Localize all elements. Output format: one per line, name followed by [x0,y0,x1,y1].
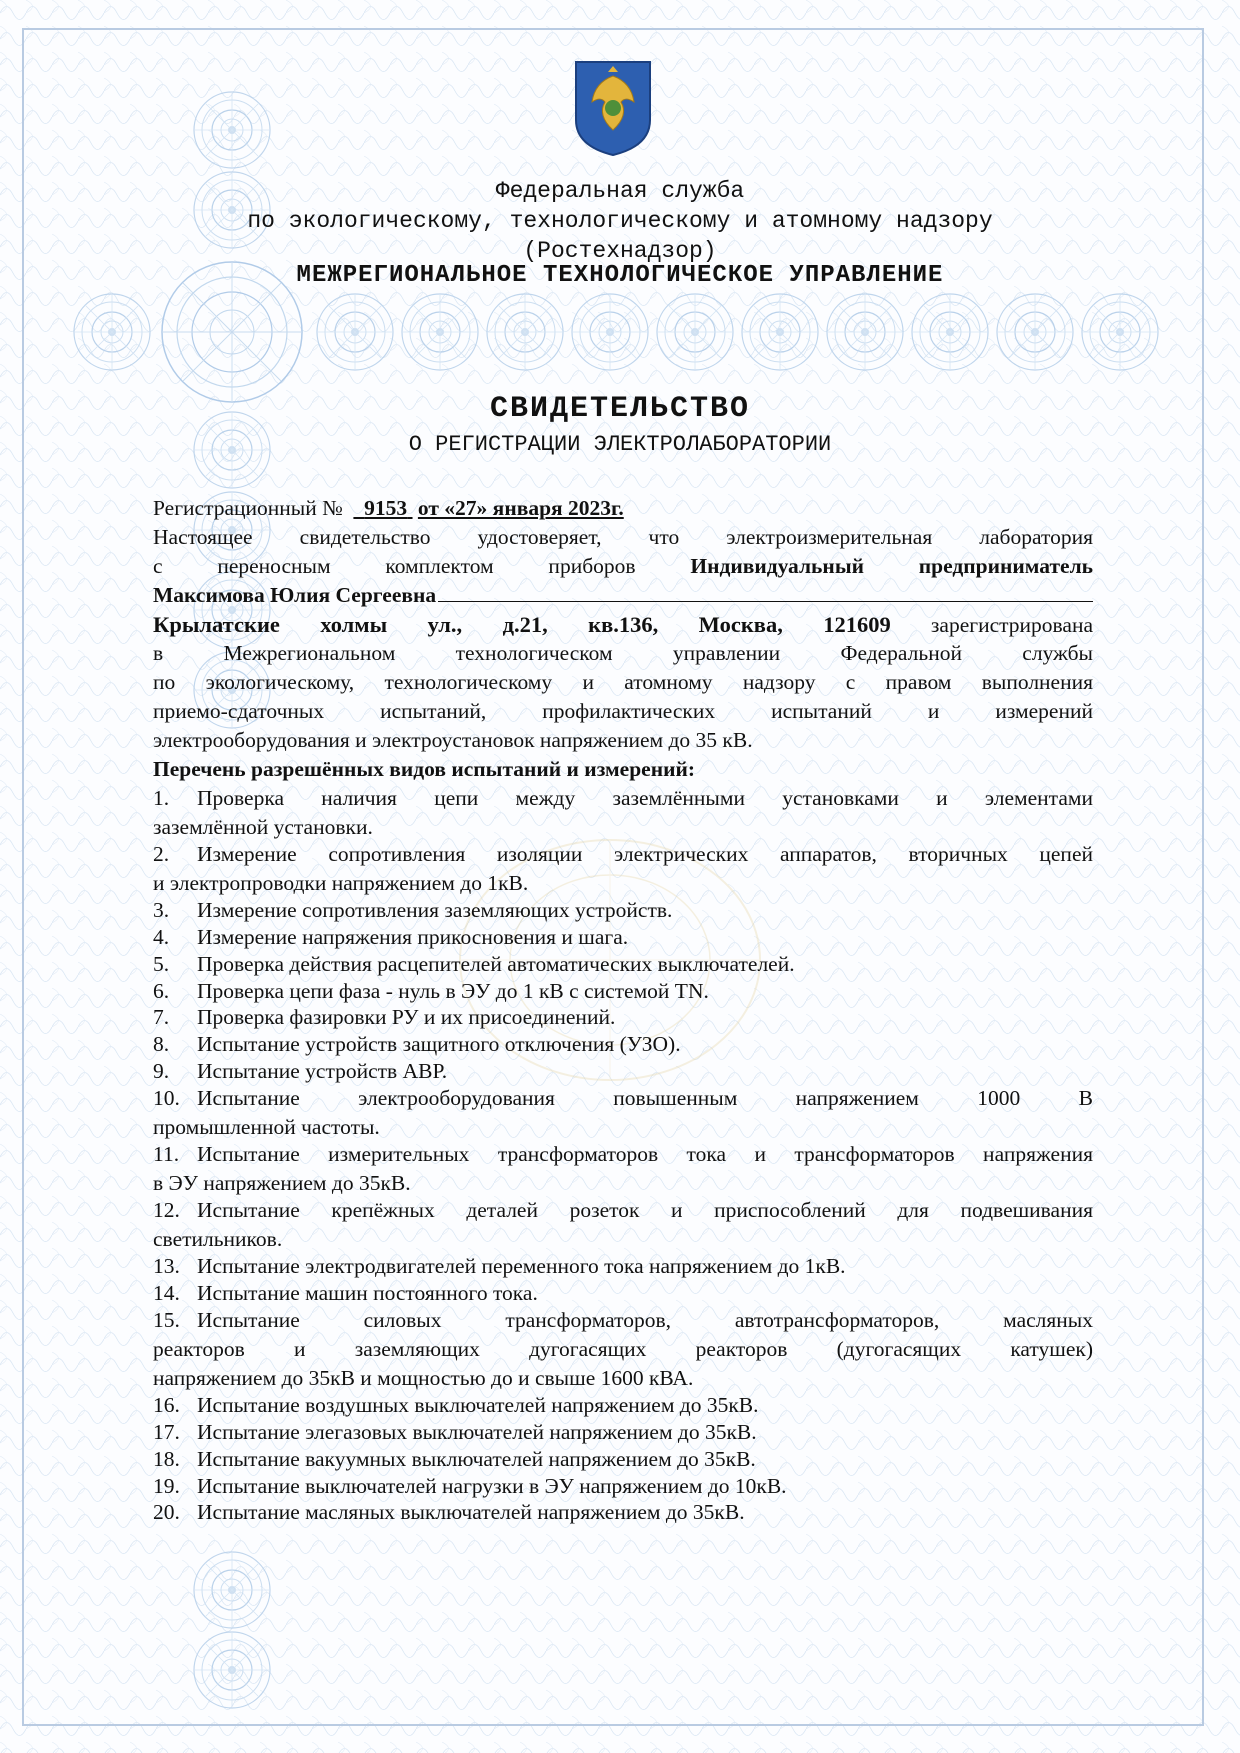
list-item [153,1391,1093,1420]
list-item-text: Проверка цепи фаза - нуль в ЭУ до 1 кВ с системой TN. [197,978,709,1003]
list-item-text: Измерение сопротивления изоляции электрических аппаратов, вторичных цепей [197,842,1093,867]
list-item-text: реакторов и заземляющих дугогасящих реакторов (дугогасящих катушек) [153,1337,1093,1361]
list-item-number: 11. [153,1141,180,1166]
list-item-text: Испытание вакуумных выключателей напряжением до 35кВ. [197,1446,756,1471]
list-item [153,784,1093,813]
address-line [153,610,1093,640]
list-item-text: Испытание электрооборудования повышенным напряжением 1000 В [197,1085,1093,1110]
list-item-text: светильников. [153,1227,283,1252]
list-item-continuation [153,1364,1093,1393]
list-item-text: в ЭУ напряжением до 35кВ. [153,1171,411,1196]
list-item [153,1030,1093,1059]
list-item-text: Измерение сопротивления заземляющих устройств. [197,898,673,923]
list-item [153,896,1093,925]
list-item [153,1472,1093,1501]
list-item-text: Испытание машин постоянного тока. [197,1280,538,1305]
list-item-text: и электропроводки напряжением до 1кВ. [153,871,529,896]
list-item-text: Испытание элегазовых выключателей напряжением до 35кВ. [197,1419,757,1444]
owner-type: Индивидуальный предприниматель [690,554,1093,578]
list-item-continuation [153,1225,1093,1254]
reg-date: от «27» января 2023г. [417,496,624,520]
list-item-number: 6. [153,978,170,1003]
list-item-number: 4. [153,925,170,949]
list-item-text: Проверка действия расцепителей автоматических выключателей. [197,951,795,976]
list-item [153,1084,1093,1113]
intro-line-1: Настоящее свидетельство удостоверяет, что электроизмерительная лаборатория [153,525,1093,549]
list-item-text: Испытание измерительных трансформаторов тока и трансформаторов напряжения [197,1141,1093,1166]
list-item-number: 20. [153,1500,180,1525]
list-item-text: Испытание масляных выключателей напряжением до 35кВ. [197,1500,745,1525]
list-item-text: заземлённой установки. [153,815,373,840]
list-item-number: 15. [153,1307,180,1332]
list-item [153,1279,1093,1308]
body-line-7: электрооборудования и электроустановок напряжением до 35 кВ. [153,728,753,752]
list-item-text: Испытание силовых трансформаторов, автотрансформаторов, масляных [197,1307,1093,1332]
list-item [153,1306,1093,1335]
list-item-continuation [153,813,1093,842]
list-item-text: Измерение напряжения прикосновения и шага. [197,925,629,949]
list-item-text: Испытание электродвигателей переменного тока напряжением до 1кВ. [197,1254,846,1279]
list-item-continuation [153,1335,1093,1364]
list-item-text: Проверка фазировки РУ и их присоединений. [197,1005,616,1030]
list-item-text: напряжением до 35кВ и мощностью до и свыше 1600 кВА. [153,1366,694,1391]
agency-line-1: Федеральная служба [495,178,745,204]
list-item [153,840,1093,869]
intro-text: с переносным комплектом приборов [153,554,636,578]
reg-label: Регистрационный № [153,496,343,520]
list-item-number: 2. [153,842,170,867]
owner-name-line [153,581,1093,610]
department-name: МЕЖРЕГИОНАЛЬНОЕ ТЕХНОЛОГИЧЕСКОЕ УПРАВЛЕНИЕ [296,262,944,289]
list-item-number: 17. [153,1419,180,1444]
agency-name [0,176,1240,266]
rostekhnadzor-emblem-icon [572,58,654,158]
list-item-number: 1. [153,786,170,810]
list-item [153,1003,1093,1032]
reg-number: 9153 [364,496,408,520]
list-item-continuation [153,1169,1093,1198]
body-line-5: по экологическому, технологическому и атомному надзору с правом выполнения [153,670,1093,694]
owner-address: Крылатские холмы ул., д.21, кв.136, Москва, 121609 [153,612,891,637]
list-item-text: Испытание устройств АВР. [197,1059,448,1083]
registered-word: зарегистрирована [930,613,1093,637]
list-item-continuation [153,1113,1093,1142]
registration-line [153,494,1093,523]
list-item-number: 10. [153,1085,180,1110]
body-line-6: приемо-сдаточных испытаний, профилактических испытаний и измерений [153,699,1093,723]
list-item-number: 5. [153,951,170,976]
list-item-text: Испытание выключателей нагрузки в ЭУ напряжением до 10кВ. [197,1473,787,1498]
list-item [153,1140,1093,1169]
list-item [153,977,1093,1006]
agency-line-3: (Ростехнадзор) [523,238,717,264]
list-item-number: 9. [153,1059,170,1083]
list-item-number: 8. [153,1032,170,1057]
list-item-text: промышленной частоты. [153,1115,380,1140]
list-item-continuation [153,869,1093,898]
list-item-text: Испытание крепёжных деталей розеток и приспособлений для подвешивания [197,1198,1093,1222]
list-item-text: Испытание воздушных выключателей напряжением до 35кВ. [197,1393,759,1418]
list-item-number: 12. [153,1198,180,1222]
body-line-4: в Межрегиональном технологическом управлении Федеральной службы [153,641,1093,665]
list-item [153,1252,1093,1281]
intro-line-2 [153,552,1093,581]
list-item [153,1418,1093,1447]
list-item-number: 16. [153,1393,180,1418]
list-item-number: 19. [153,1473,180,1498]
list-item-text: Проверка наличия цепи между заземлёнными установками и элементами [197,786,1093,810]
list-item-number: 18. [153,1446,180,1471]
owner-name: Максимова Юлия Сергеевна [153,583,437,607]
list-item [153,1445,1093,1474]
agency-line-2: по экологическому, технологическому и атомному надзору [247,208,993,234]
list-item-number: 7. [153,1005,170,1030]
list-item-text: Испытание устройств защитного отключения (УЗО). [197,1032,681,1057]
list-item-number: 13. [153,1254,180,1279]
certificate-subtitle: О РЕГИСТРАЦИИ ЭЛЕКТРОЛАБОРАТОРИИ [408,432,832,457]
list-item [153,1196,1093,1225]
list-item [153,923,1093,952]
list-item [153,950,1093,979]
owner-name-underline [438,583,1093,602]
list-item-number: 14. [153,1280,180,1305]
list-item [153,1498,1093,1527]
list-item [153,1057,1093,1086]
certificate-title: СВИДЕТЕЛЬСТВО [489,392,751,426]
list-heading: Перечень разрешённых видов испытаний и измерений: [153,757,696,781]
list-item-number: 3. [153,898,170,923]
